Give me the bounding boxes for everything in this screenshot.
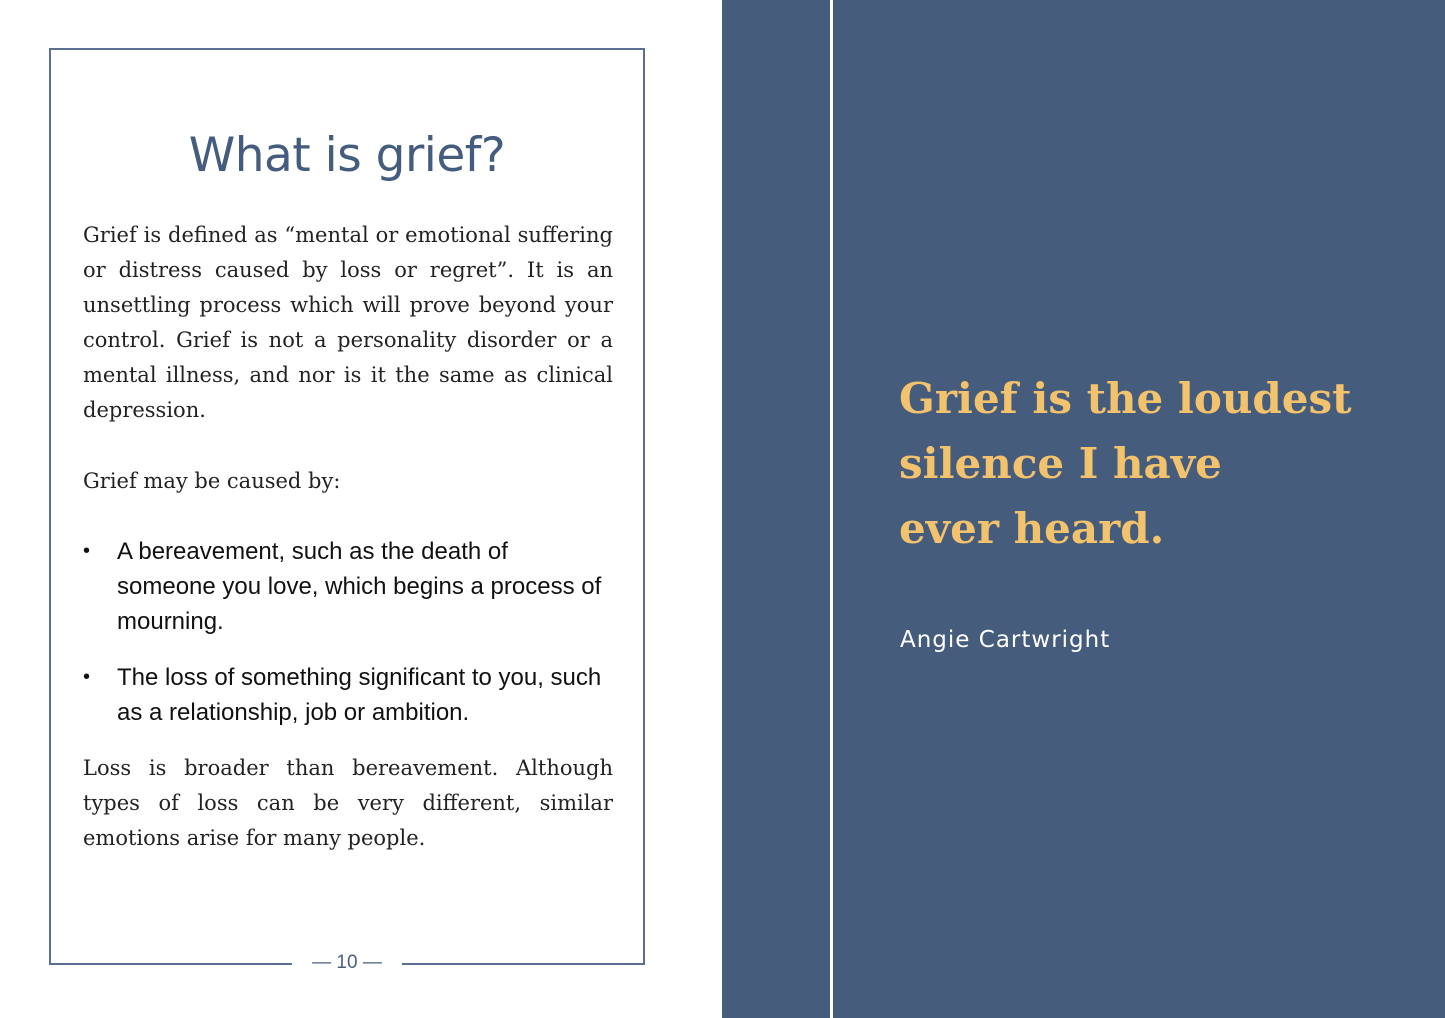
bullet-icon: • bbox=[83, 540, 91, 562]
cause-list-second bbox=[83, 660, 613, 730]
page-title: What is grief? bbox=[188, 128, 506, 183]
quote-line: Grief is the loudest bbox=[899, 374, 1352, 423]
quote-author: Angie Cartwright bbox=[900, 627, 1111, 653]
definition-paragraph: Grief is defined as “mental or emotional suffering or distress caused by loss or regret”. It is an unsettling process which will prove beyond your control. Grief is not a personality disorder or a mental illness, and nor is it the same as clinical depression. bbox=[83, 223, 613, 422]
right-page bbox=[722, 0, 1445, 1018]
loss-paragraph: Loss is broader than bereavement. Although types of loss can be very different, similar emotions arise for many people. bbox=[83, 756, 613, 850]
quote-line: ever heard. bbox=[899, 504, 1165, 553]
causes-intro: Grief may be caused by: bbox=[83, 469, 341, 493]
quote-line: silence I have bbox=[899, 439, 1222, 488]
list-item-text: The loss of something significant to you, such as a relationship, job or ambition. bbox=[117, 664, 602, 726]
quote bbox=[899, 366, 1379, 561]
bullet-icon: • bbox=[83, 666, 91, 688]
cause-list bbox=[83, 534, 613, 639]
page-number: — 10 — bbox=[292, 950, 402, 976]
vertical-divider bbox=[830, 0, 833, 1018]
left-page bbox=[0, 0, 722, 1018]
list-item-text: A bereavement, such as the death of someone you love, which begins a process of mourning. bbox=[117, 538, 602, 635]
list-item bbox=[83, 660, 613, 730]
list-item bbox=[83, 534, 613, 639]
